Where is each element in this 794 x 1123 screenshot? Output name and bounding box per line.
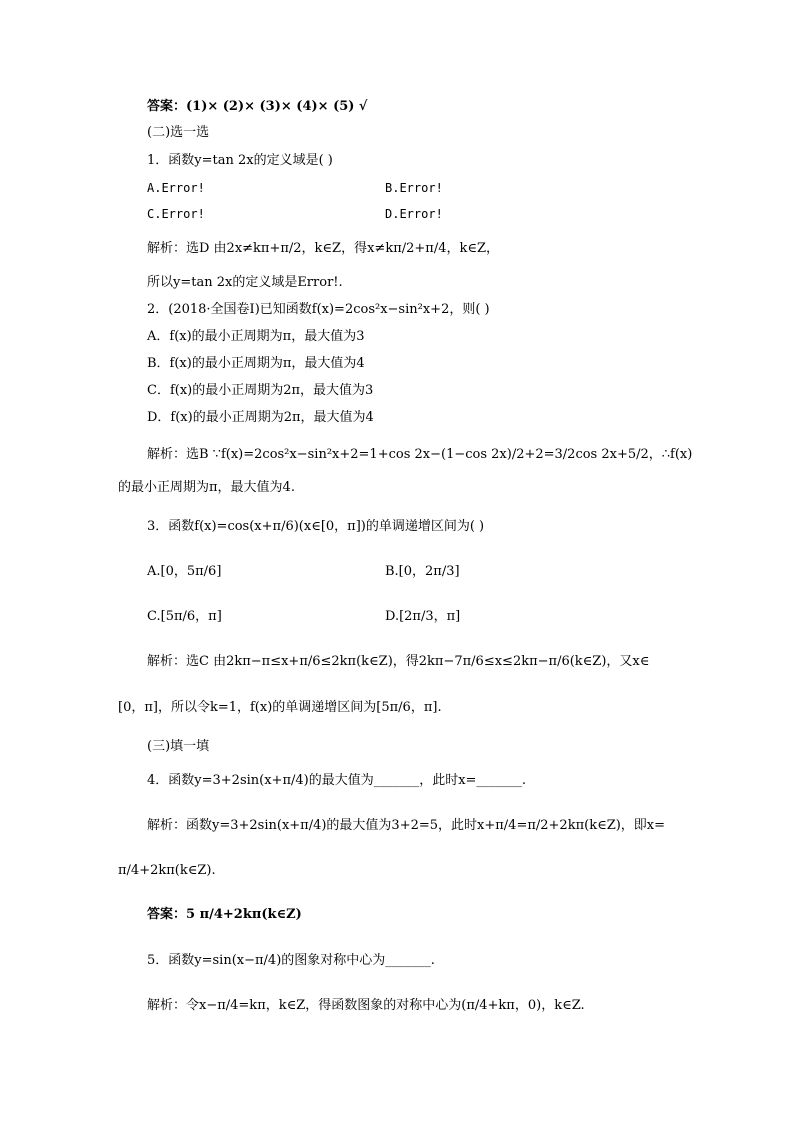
q3-solution-cont: [0，π]，所以令k=1，f(x)的单调递增区间为[5π/6，π]. (118, 700, 442, 715)
q2-solution-cont: 的最小正周期为π，最大值为4. (118, 480, 295, 495)
section-heading-choose: (二)选一选 (147, 125, 210, 140)
q4-solution: 解析：函数y=3+2sin(x+π/4)的最大值为3+2=5，此时x+π/4=π/2+2kπ(k∈Z)，即x= (147, 818, 666, 833)
q1-solution-cont: 所以y=tan 2x的定义域是Error!. (147, 275, 343, 290)
question-5: 5．函数y=sin(x−π/4)的图象对称中心为_______. (147, 953, 435, 968)
question-3: 3．函数f(x)=cos(x+π/6)(x∈[0，π])的单调递增区间为( ) (147, 519, 485, 534)
q2-option-a: A．f(x)的最小正周期为π，最大值为3 (147, 329, 365, 344)
q2-option-b: B．f(x)的最小正周期为π，最大值为4 (147, 356, 365, 371)
answer-line-1: 答案：(1)× (2)× (3)× (4)× (5) √ (147, 99, 368, 114)
question-2: 2．(2018·全国卷Ⅰ)已知函数f(x)=2cos²x−sin²x+2，则( ) (147, 302, 490, 317)
section-heading-fill: (三)填一填 (147, 739, 210, 754)
question-1: 1．函数y=tan 2x的定义域是( ) (147, 153, 333, 168)
q1-option-d: D.Error! (385, 207, 443, 221)
q3-option-c: C.[5π/6，π] (147, 609, 222, 624)
q1-solution: 解析：选D 由2x≠kπ+π/2，k∈Z，得x≠kπ/2+π/4，k∈Z， (147, 241, 500, 256)
q4-answer: 答案：5 π/4+2kπ(k∈Z) (147, 907, 302, 922)
q1-option-c: C.Error! (147, 207, 205, 221)
q3-solution: 解析：选C 由2kπ−π≤x+π/6≤2kπ(k∈Z)，得2kπ−7π/6≤x≤2kπ−π/6(k∈Z)，又x∈ (147, 654, 650, 669)
question-4: 4．函数y=3+2sin(x+π/4)的最大值为_______，此时x=_______. (147, 773, 527, 788)
q3-option-d: D.[2π/3，π] (385, 609, 461, 624)
q1-option-b: B.Error! (385, 181, 443, 195)
q3-option-b: B.[0，2π/3] (385, 564, 460, 579)
q4-solution-cont: π/4+2kπ(k∈Z). (118, 863, 216, 878)
q2-option-d: D．f(x)的最小正周期为2π，最大值为4 (147, 410, 374, 425)
q3-option-a: A.[0，5π/6] (147, 564, 222, 579)
q1-option-a: A.Error! (147, 181, 205, 195)
q5-solution: 解析：令x−π/4=kπ，k∈Z，得函数图象的对称中心为(π/4+kπ，0)，k∈Z. (147, 998, 585, 1013)
q2-option-c: C．f(x)的最小正周期为2π，最大值为3 (147, 383, 374, 398)
q2-solution: 解析：选B ∵f(x)=2cos²x−sin²x+2=1+cos 2x−(1−cos 2x)/2+2=3/2cos 2x+5/2，∴f(x) (147, 447, 693, 462)
